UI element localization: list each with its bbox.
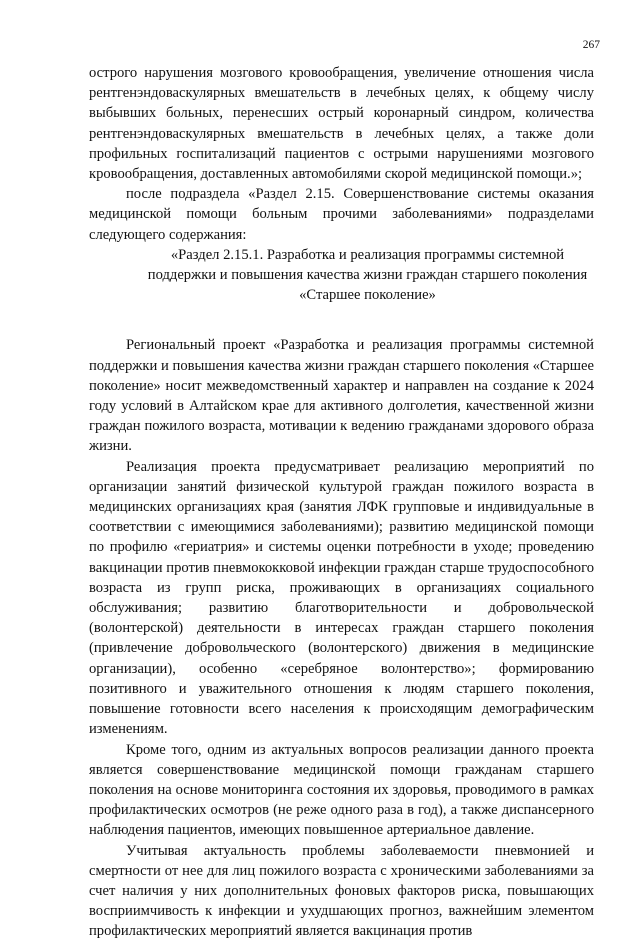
document-body — [89, 63, 594, 942]
paragraph-pneumonia-vaccination: Учитывая актуальность проблемы заболеваемости пневмонией и смертности от нее для лиц пожилого возраста с хроническими заболеваниями за счет наличия у них дополнительных фоновых факторов риска, повышающих восприимчивость к инфекции и ухудшающих прогноз, важнейшим элементом профилактических мероприятий является вакцинация против — [89, 842, 594, 940]
paragraph-project-implementation: Реализация проекта предусматривает реализацию мероприятий по организации занятий физической культурой граждан пожилого возраста в медицинских организациях края (занятия ЛФК групповые и индивидуальные в соответствии с имеющимися заболеваниями); развитию медицинской помощи по профилю «гериатрия» и системы оценки потребности в уходе; проведению вакцинации против пневмококковой инфекции граждан старше трудоспособного возраста из групп риска, проживающих в организациях социального обслуживания; развитию благотворительности и добровольческой (волонтерской) деятельности в интересах граждан старшего поколения (привлечение добровольческого (волонтерского) движения в медицинские организации), особенно «серебряное волонтерство»; формированию позитивного и уважительного отношения к людям старшего поколения, повышение готовности всего населения к происходящим демографическим изменениям. — [89, 458, 594, 738]
paragraph-regional-project: Региональный проект «Разработка и реализация программы системной поддержки и повышения качества жизни граждан старшего поколения «Старшее поколение» носит межведомственный характер и направлен на создание к 2024 году условий в Алтайском крае для активного долголетия, качественной жизни граждан пожилого возраста, мотивации к ведению гражданами здорового образа жизни. — [89, 337, 594, 455]
paragraph-medical-care: Кроме того, одним из актуальных вопросов реализации данного проекта является совершенствование медицинской помощи гражданам старшего поколения на основе мониторинга состояния их здоровья, проводимого в рамках профилактических осмотров (не реже одного раза в год), а также диспансерного наблюдения пациентов, имеющих повышенное артериальное давление. — [89, 741, 594, 839]
section-spacer — [89, 305, 594, 335]
page-number: 267 — [582, 39, 600, 51]
paragraph-amendment-intro: после подраздела «Раздел 2.15. Совершенствование системы оказания медицинской помощи больным прочими заболеваниями» подразделами следующего содержания: — [89, 186, 594, 243]
paragraph-continuation: острого нарушения мозгового кровообращения, увеличение отношения числа рентгенэндоваскулярных вмешательств в лечебных целях, к общему числу выбывших больных, перенесших острый коронарный синдром, количества рентгенэндоваскулярных вмешательств в лечебных целях, а также доли профильных госпитализаций пациентов с острыми нарушениями мозгового кровообращения, доставленных автомобилями скорой медицинской помощи.»; — [89, 65, 594, 183]
section-heading: «Раздел 2.15.1. Разработка и реализация программы системной поддержки и повышения качества жизни граждан старшего поколения «Старшее поколение» — [147, 246, 588, 304]
